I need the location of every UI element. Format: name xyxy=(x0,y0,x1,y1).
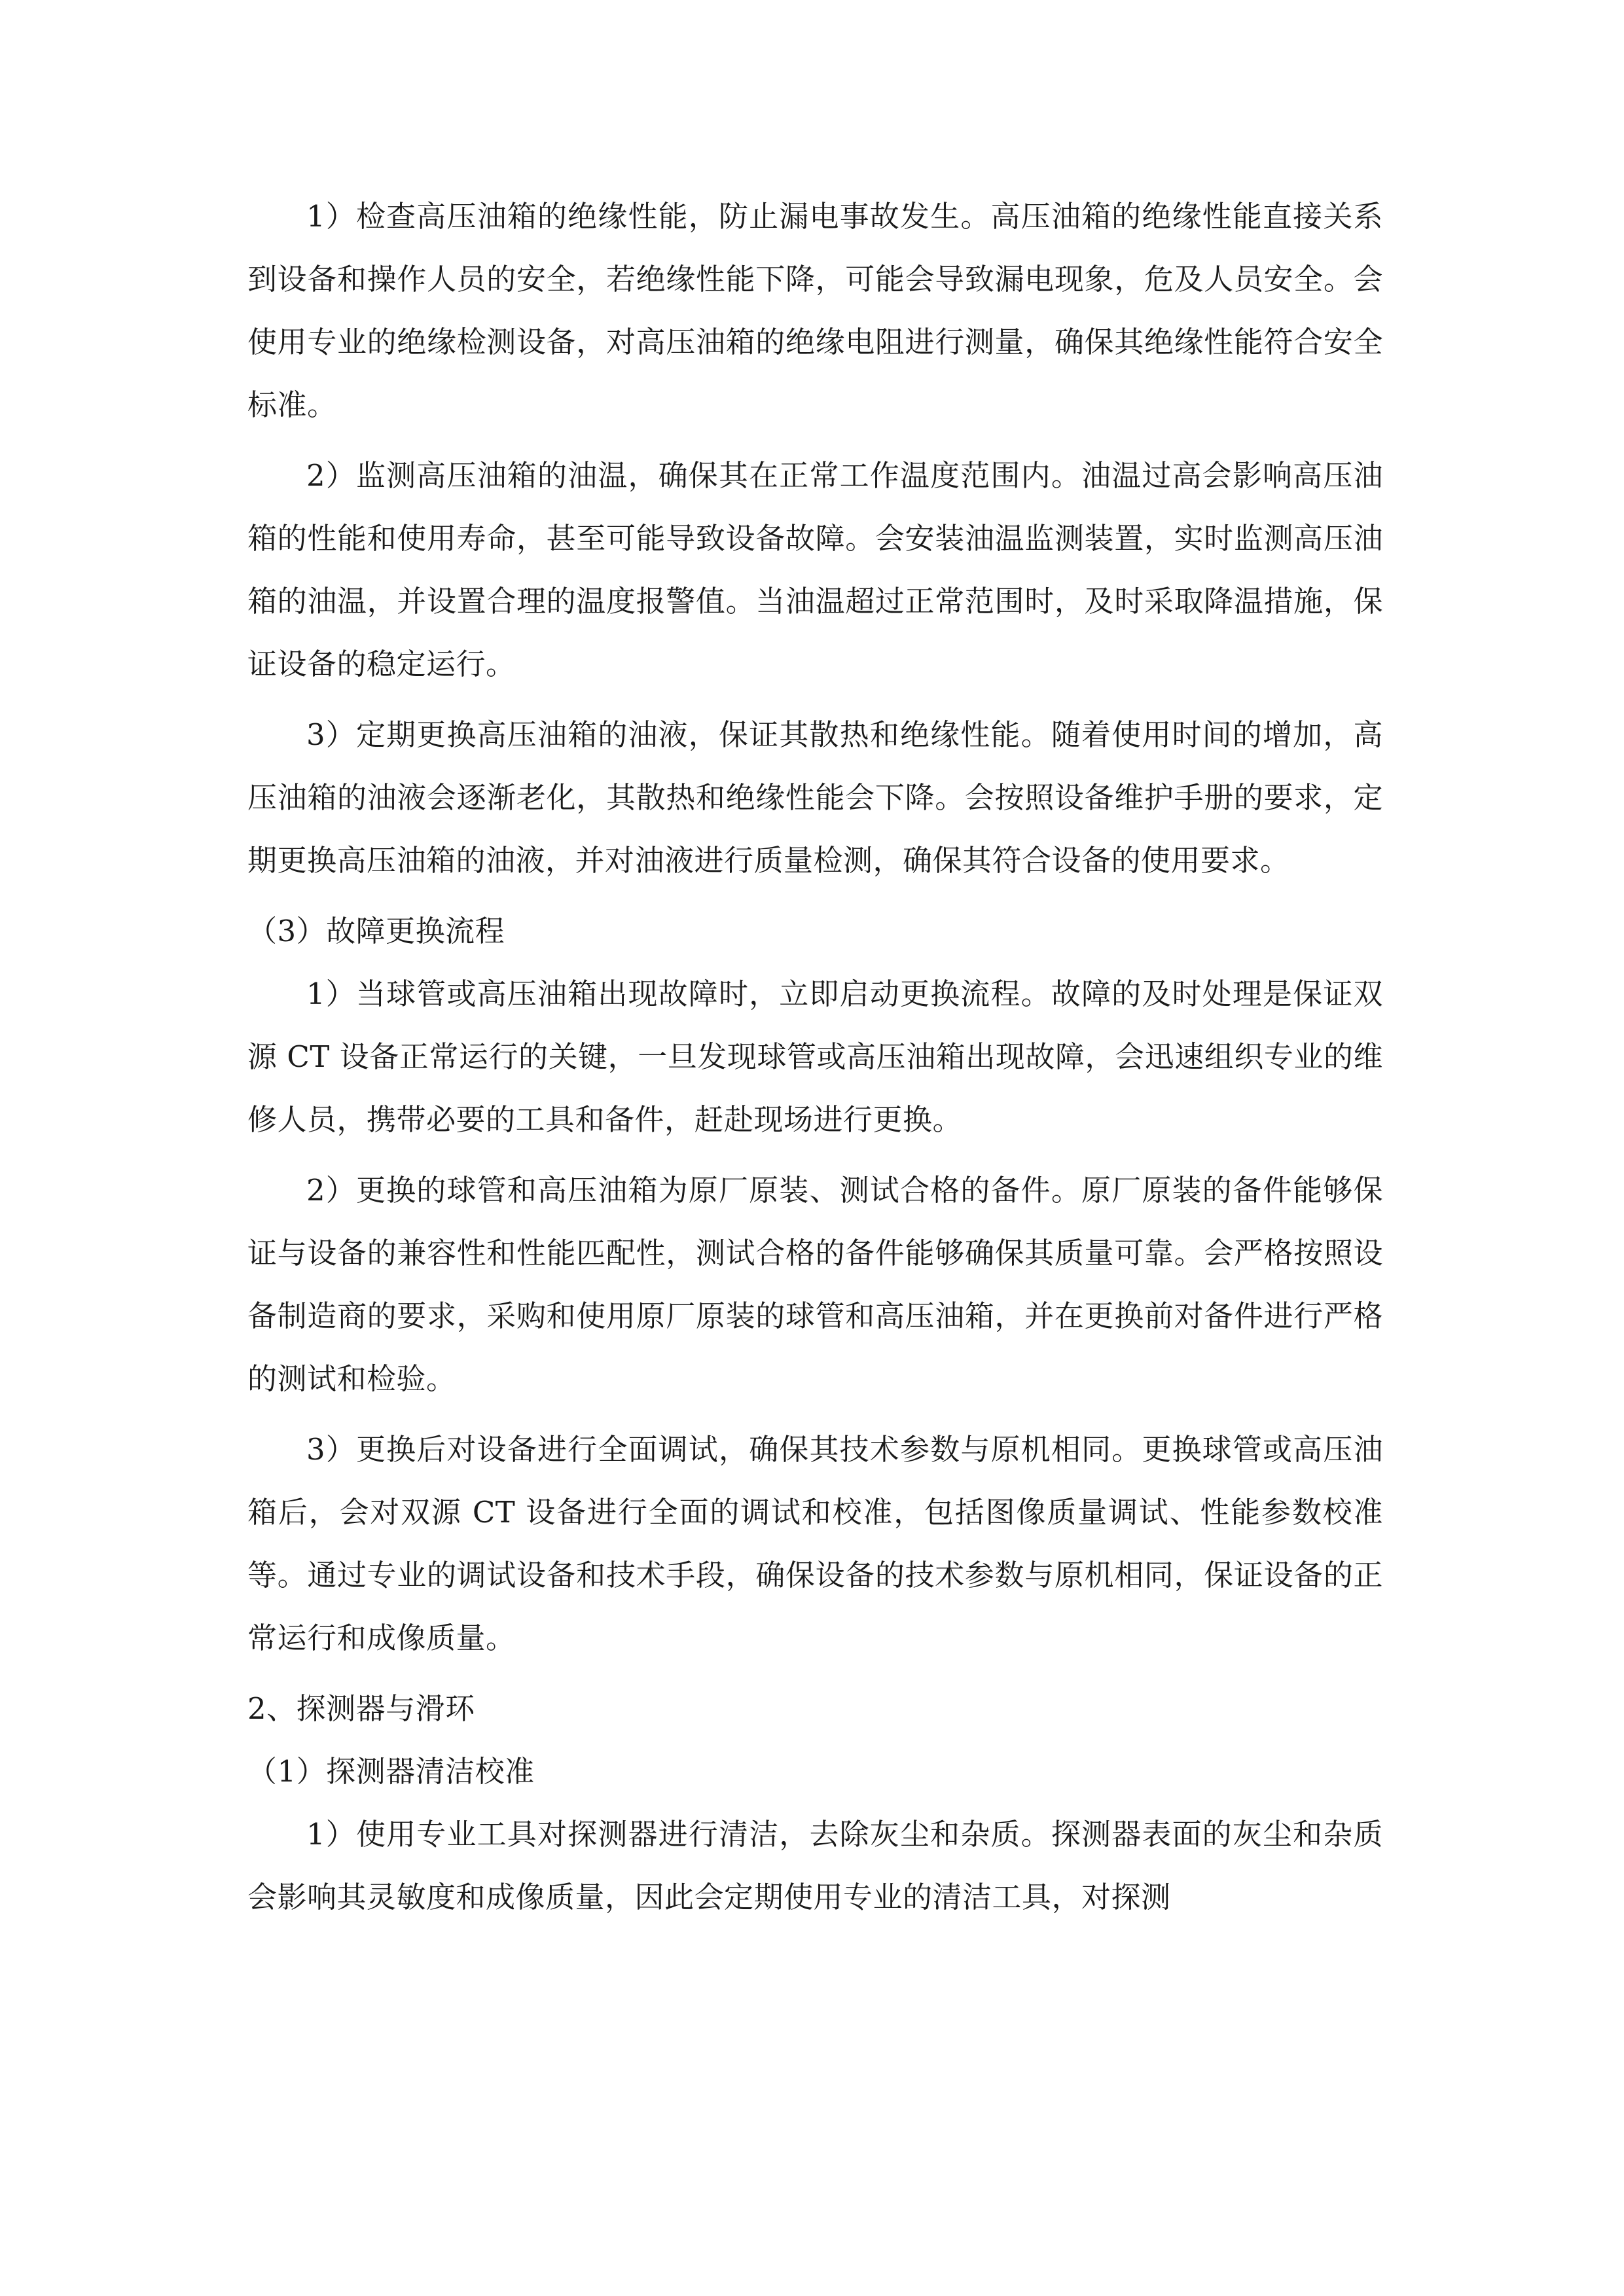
para-start-replacement: 1）当球管或高压油箱出现故障时，立即启动更换流程。故障的及时处理是保证双源 CT 设备正常运行的关键，一旦发现球管或高压油箱出现故障，会迅速组织专业的维修人员，携带必要的工具和备件，赶赴现场进行更换。 xyxy=(247,977,1383,1137)
heading-detector-slip-ring: 2、探测器与滑环 xyxy=(247,1691,475,1726)
para-clean-detector: 1）使用专业工具对探测器进行清洁，去除灰尘和杂质。探测器表面的灰尘和杂质会影响其灵敏度和成像质量，因此会定期使用专业的清洁工具，对探测 xyxy=(247,1817,1383,1914)
para-check-insulation: 1）检查高压油箱的绝缘性能，防止漏电事故发生。高压油箱的绝缘性能直接关系到设备和操作人员的安全，若绝缘性能下降，可能会导致漏电现象，危及人员安全。会使用专业的绝缘检测设备，对高压油箱的绝缘电阻进行测量，确保其绝缘性能符合安全标准。 xyxy=(247,199,1383,422)
para-replace-oil: 3）定期更换高压油箱的油液，保证其散热和绝缘性能。随着使用时间的增加，高压油箱的油液会逐渐老化，其散热和绝缘性能会下降。会按照设备维护手册的要求，定期更换高压油箱的油液，并对油液进行质量检测，确保其符合设备的使用要求。 xyxy=(247,717,1383,878)
heading-fault-replacement: （3）故障更换流程 xyxy=(247,914,505,948)
para-debug-after-replacement: 3）更换后对设备进行全面调试，确保其技术参数与原机相同。更换球管或高压油箱后，会对双源 CT 设备进行全面的调试和校准，包括图像质量调试、性能参数校准等。通过专业的调试设备和技术手段，确保设备的技术参数与原机相同，保证设备的正常运行和成像质量。 xyxy=(247,1432,1383,1655)
document-body xyxy=(247,185,1383,1929)
para-monitor-oil-temp: 2）监测高压油箱的油温，确保其在正常工作温度范围内。油温过高会影响高压油箱的性能和使用寿命，甚至可能导致设备故障。会安装油温监测装置，实时监测高压油箱的油温，并设置合理的温度报警值。当油温超过正常范围时，及时采取降温措施，保证设备的稳定运行。 xyxy=(247,458,1383,681)
para-original-parts: 2）更换的球管和高压油箱为原厂原装、测试合格的备件。原厂原装的备件能够保证与设备的兼容性和性能匹配性，测试合格的备件能够确保其质量可靠。会严格按照设备制造商的要求，采购和使用原厂原装的球管和高压油箱，并在更换前对备件进行严格的测试和检验。 xyxy=(247,1173,1383,1396)
heading-detector-cleaning: （1）探测器清洁校准 xyxy=(247,1754,535,1789)
